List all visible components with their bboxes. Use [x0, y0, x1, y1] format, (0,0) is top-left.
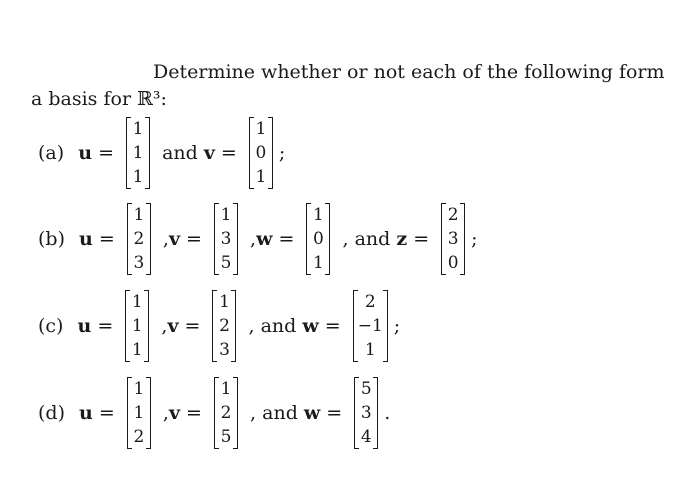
- column-vector-v: [214, 377, 238, 449]
- vector-name-v: v: [203, 142, 215, 164]
- vector-name-u: u: [79, 402, 93, 424]
- column-vector-v: [212, 290, 236, 362]
- part-d: [38, 373, 390, 453]
- end-punctuation: ;: [471, 228, 478, 250]
- connector-text: ,: [156, 402, 169, 424]
- column-vector-u: [127, 377, 151, 449]
- vector-entry: 0: [313, 229, 324, 249]
- end-punctuation: ;: [278, 142, 286, 164]
- vector-entry: 2: [364, 292, 376, 312]
- vector-entry: 3: [219, 340, 230, 360]
- vector-entry: 1: [313, 253, 324, 273]
- vector-entry: 5: [360, 379, 372, 399]
- vector-entry: 5: [220, 253, 232, 273]
- vector-entry: 1: [131, 340, 143, 360]
- vector-entry: 1: [133, 379, 145, 399]
- vector-entry: 3: [447, 229, 459, 249]
- vector-entry: 2: [219, 316, 230, 336]
- vector-entry: 1: [132, 119, 144, 139]
- vector-entry: −1: [357, 316, 383, 336]
- equals-sign: =: [180, 402, 209, 424]
- vector-entry: 1: [219, 292, 230, 312]
- vector-entry: 2: [133, 427, 145, 447]
- vector-entry: 5: [220, 427, 232, 447]
- part-label: (b): [38, 228, 65, 250]
- vector-name-w: w: [303, 402, 321, 424]
- equals-sign: =: [91, 315, 120, 337]
- column-vector-w: [354, 377, 378, 449]
- part-c: [38, 286, 400, 366]
- end-punctuation: ;: [393, 315, 401, 337]
- vector-name-v: v: [168, 228, 181, 250]
- part-label: (c): [38, 315, 64, 337]
- equals-sign: =: [92, 402, 121, 424]
- equals-sign: =: [178, 315, 207, 337]
- vector-entry: 1: [132, 167, 144, 187]
- vector-entry: 0: [447, 253, 459, 273]
- vector-entry: 3: [220, 229, 232, 249]
- vector-entry: 0: [255, 143, 267, 163]
- vector-entry: 1: [133, 205, 145, 225]
- vector-entry: 1: [364, 340, 376, 360]
- equals-sign: =: [320, 402, 349, 424]
- connector-text: ,: [155, 315, 168, 337]
- part-label: (a): [38, 142, 65, 164]
- vector-entry: 1: [220, 205, 232, 225]
- vector-entry: 2: [447, 205, 459, 225]
- problem-intro-line1: Determine whether or not each of the following form: [153, 61, 665, 83]
- end-punctuation: .: [384, 402, 391, 424]
- vector-entry: 1: [255, 119, 267, 139]
- equals-sign: =: [92, 228, 121, 250]
- column-vector-w: [353, 290, 388, 362]
- vector-entry: 1: [220, 379, 232, 399]
- vector-name-u: u: [78, 142, 93, 164]
- part-a: [38, 113, 285, 193]
- vector-entry: 3: [133, 253, 145, 273]
- equals-sign: =: [318, 315, 347, 337]
- connector-text: ,: [244, 228, 257, 250]
- connector-text: , and: [242, 315, 303, 337]
- connector-text: and: [156, 142, 204, 164]
- vector-entry: 1: [131, 316, 143, 336]
- part-label: (d): [38, 402, 65, 424]
- equals-sign: =: [272, 228, 301, 250]
- equals-sign: =: [180, 228, 209, 250]
- vector-entry: 1: [132, 143, 144, 163]
- column-vector-v: [214, 203, 238, 275]
- vector-name-u: u: [79, 228, 93, 250]
- column-vector-w: [306, 203, 330, 275]
- vector-entry: 1: [131, 292, 143, 312]
- vector-entry: 1: [313, 205, 324, 225]
- vector-name-w: w: [302, 315, 319, 337]
- vector-entry: 2: [133, 229, 145, 249]
- vector-entry: 4: [360, 427, 372, 447]
- problem-intro-line2: a basis for ℝ³:: [31, 88, 167, 110]
- vector-name-v: v: [168, 402, 181, 424]
- vector-entry: 2: [220, 403, 232, 423]
- column-vector-z: [441, 203, 465, 275]
- connector-text: , and: [336, 228, 397, 250]
- vector-entry: 3: [360, 403, 372, 423]
- equals-sign: =: [407, 228, 436, 250]
- vector-name-u: u: [77, 315, 92, 337]
- vector-name-z: z: [396, 228, 408, 250]
- column-vector-u: [125, 290, 149, 362]
- column-vector-u: [126, 117, 150, 189]
- equals-sign: =: [92, 142, 121, 164]
- part-b: [38, 199, 478, 279]
- vector-entry: 1: [133, 403, 145, 423]
- vector-name-w: w: [256, 228, 273, 250]
- connector-text: ,: [156, 228, 169, 250]
- equals-sign: =: [214, 142, 243, 164]
- vector-name-v: v: [167, 315, 179, 337]
- connector-text: , and: [244, 402, 304, 424]
- column-vector-v: [249, 117, 273, 189]
- vector-entry: 1: [255, 167, 267, 187]
- column-vector-u: [127, 203, 151, 275]
